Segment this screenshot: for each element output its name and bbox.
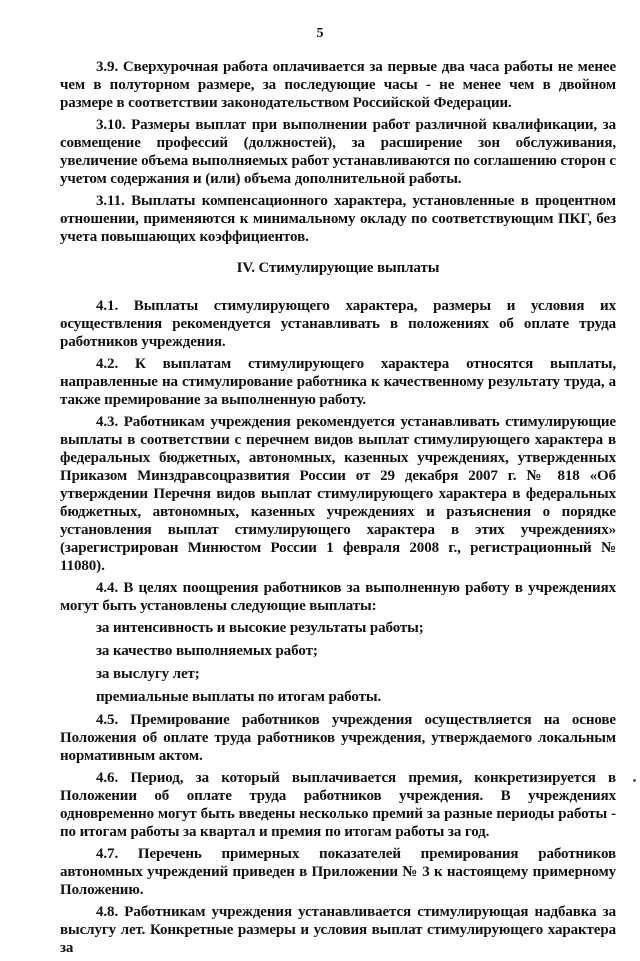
paragraph-3-9: 3.9. Сверхурочная работа оплачивается за первые два часа работы не менее чем в полуторном размере, за последующие часы - не менее чем в двойном размере в соответствии законодательством Российской Федерации. <box>60 59 616 111</box>
paragraph-4-3: 4.3. Работникам учреждения рекомендуется устанавливать стимулирующие выплаты в соответствии с перечнем видов выплат стимулирующего характера в федеральных бюджетных, автономных, казенных учреждениях, утвержденных Приказом Минздравсоцразвития России от 29 декабря 2007 г. № 818 «Об утверждении Перечня видов выплат стимулирующего характера в федеральных бюджетных, автономных, казенных учреждениях и разъяснения о порядке установления выплат стимулирующего характера в этих учреждениях» (зарегистрирован Минюстом России 1 февраля 2008 г., регистрационный № 11080). <box>60 414 616 574</box>
paragraph-4-8: 4.8. Работникам учреждения устанавливается стимулирующая надбавка за выслугу лет. Конкретные размеры и условия выплат стимулирующего характера за <box>60 904 616 956</box>
paragraph-4-5: 4.5. Премирование работников учреждения осуществляется на основе Положения об оплате труда работников учреждения, утверждаемого локальным нормативным актом. <box>60 712 616 764</box>
document-body <box>60 58 616 961</box>
paragraph-4-6: 4.6. Период, за который выплачивается премия, конкретизируется в Положении об оплате труда работников учреждения. В учреждениях одновременно могут быть введены несколько премий за разные периоды работы - по итогам работы за квартал и премия по итогам работы за год. <box>60 770 616 840</box>
paragraph-4-7: 4.7. Перечень примерных показателей премирования работников автономных учреждений приведен в Приложении № 3 к настоящему примерному Положению. <box>60 846 616 898</box>
list-item: за выслугу лет; <box>96 666 200 682</box>
paragraph-4-2: 4.2. К выплатам стимулирующего характера относятся выплаты, направленные на стимулирование работника к качественному результату труда, а также премирование за выполненную работу. <box>60 356 616 408</box>
paragraph-3-10: 3.10. Размеры выплат при выполнении работ различной квалификации, за совмещение профессий (должностей), за расширение зон обслуживания, увеличение объема выполняемых работ устанавливаются по соглашению сторон с учетом содержания и (или) объема дополнительной работы. <box>60 117 616 187</box>
scan-speck <box>633 779 636 782</box>
section-title: IV. Стимулирующие выплаты <box>236 260 440 276</box>
paragraph-3-11: 3.11. Выплаты компенсационного характера, установленные в процентном отношении, применяются к минимальному окладу по соответствующим ПКГ, без учета повышающих коэффициентов. <box>60 193 616 245</box>
paragraph-4-4: 4.4. В целях поощрения работников за выполненную работу в учреждениях могут быть установлены следующие выплаты: <box>60 580 616 614</box>
list-item: за интенсивность и высокие результаты работы; <box>96 620 424 636</box>
page-number: 5 <box>316 26 324 41</box>
paragraph-4-1: 4.1. Выплаты стимулирующего характера, размеры и условия их осуществления рекомендуется устанавливать в положениях об оплате труда работников учреждения. <box>60 298 616 350</box>
list-item: за качество выполняемых работ; <box>96 643 318 659</box>
list-item: премиальные выплаты по итогам работы. <box>96 689 382 705</box>
